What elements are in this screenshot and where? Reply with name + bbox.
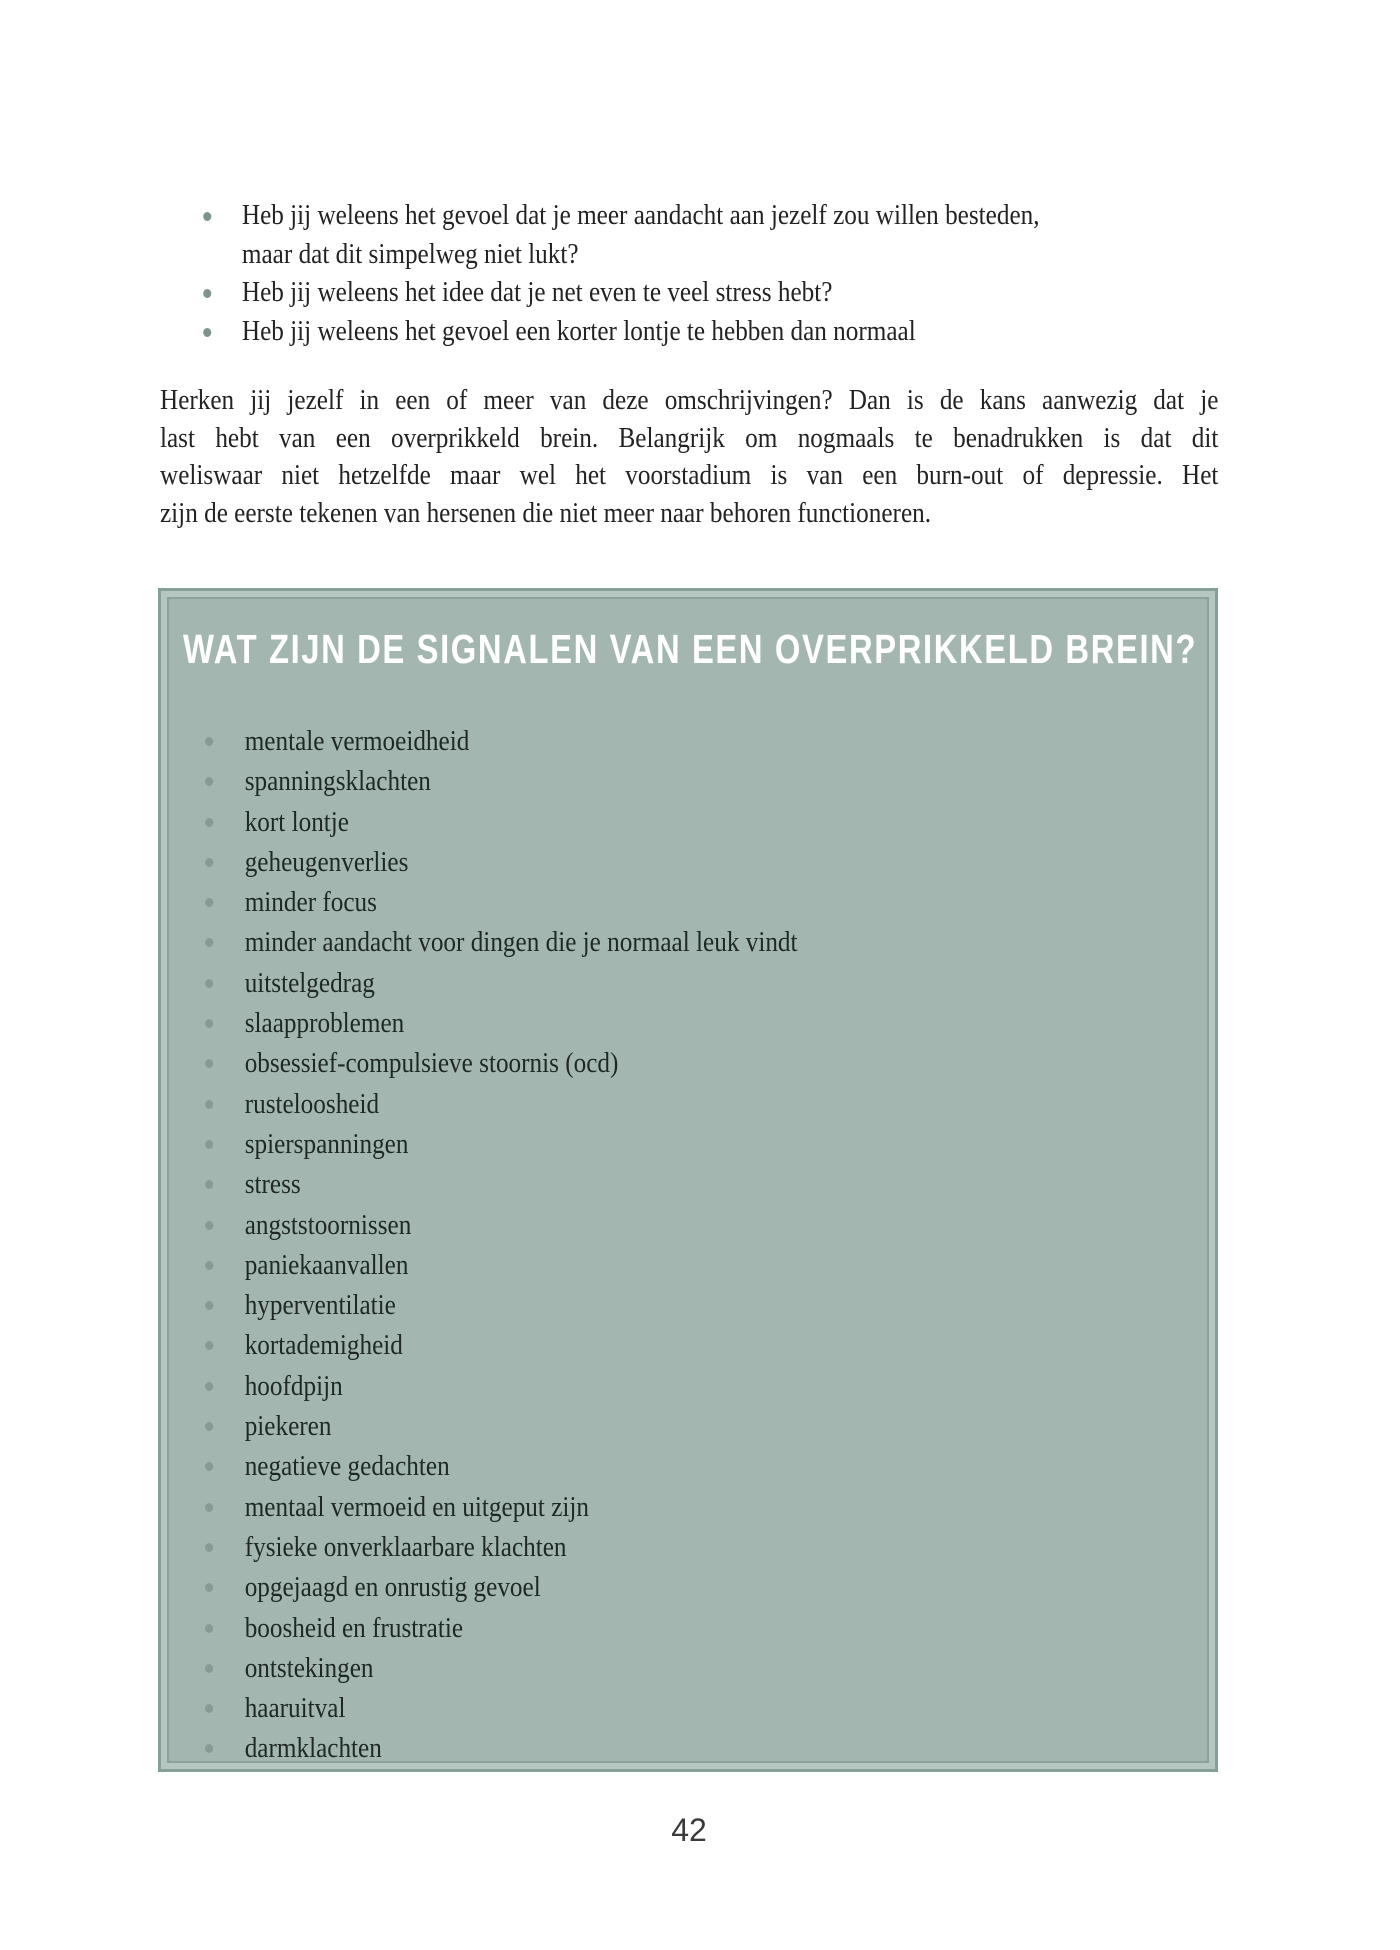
paragraph-line: zijn de eerste tekenen van hersenen die niet meer naar behoren functioneren. <box>160 497 932 529</box>
symptom-label: darmklachten <box>244 1733 382 1765</box>
symptom-label: slaapproblemen <box>244 1008 405 1040</box>
symptom-item <box>161 1326 1219 1366</box>
question-lines <box>242 274 1219 313</box>
symptom-item <box>161 1609 1219 1649</box>
bullet-icon <box>205 1624 213 1633</box>
bullet-icon <box>203 212 211 221</box>
symptom-label: spierspanningen <box>244 1128 409 1160</box>
symptom-item <box>161 1125 1219 1165</box>
symptom-label: piekeren <box>244 1411 332 1443</box>
bullet-icon <box>205 858 213 867</box>
question-item <box>160 197 1218 274</box>
symptom-label: mentaal vermoeid en uitgeput zijn <box>244 1491 589 1523</box>
symptom-label: hyperventilatie <box>244 1290 396 1322</box>
symptom-item <box>161 923 1219 963</box>
symptom-item <box>161 1286 1219 1326</box>
symptom-label: stress <box>244 1169 301 1201</box>
symptom-item <box>161 1004 1219 1044</box>
bullet-icon <box>205 1543 213 1552</box>
intro-paragraph <box>160 382 1218 532</box>
symptom-item <box>161 1689 1219 1729</box>
bullet-icon <box>205 1140 213 1149</box>
question-lines <box>242 313 1219 352</box>
symptom-label: minder aandacht voor dingen die je normaal leuk vindt <box>244 927 798 959</box>
symptoms-list <box>161 722 1219 1770</box>
bullet-icon <box>205 1704 213 1713</box>
signal-box-title: WAT ZIJN DE SIGNALEN VAN EEN OVERPRIKKELD BREIN? <box>183 626 1198 672</box>
symptom-label: fysieke onverklaarbare klachten <box>244 1531 567 1563</box>
symptom-item <box>161 803 1219 843</box>
symptom-item <box>161 1246 1219 1286</box>
paragraph-line: last hebt van een overprikkeld brein. Belangrijk om nogmaals te benadrukken is dat dit <box>160 422 1219 454</box>
symptom-label: rusteloosheid <box>244 1088 380 1120</box>
bullet-icon <box>205 818 213 827</box>
symptom-label: paniekaanvallen <box>244 1249 409 1281</box>
symptom-label: kortademigheid <box>244 1330 403 1362</box>
symptom-label: negatieve gedachten <box>244 1451 450 1483</box>
questions-list <box>160 197 1218 351</box>
bullet-icon <box>205 1059 213 1068</box>
symptom-item <box>161 1488 1219 1528</box>
bullet-icon <box>205 1462 213 1471</box>
question-line: Heb jij weleens het gevoel dat je meer aandacht aan jezelf zou willen besteden, <box>241 200 1040 231</box>
symptom-label: hoofdpijn <box>244 1370 343 1402</box>
signal-box <box>158 588 1218 1772</box>
symptom-label: geheugenverlies <box>244 846 409 878</box>
symptom-item <box>161 1447 1219 1487</box>
bullet-icon <box>205 1100 213 1109</box>
bullet-icon <box>205 1341 213 1350</box>
symptom-item <box>161 1367 1219 1407</box>
bullet-icon <box>205 1019 213 1028</box>
symptom-label: angststoornissen <box>244 1209 412 1241</box>
symptom-item <box>161 1085 1219 1125</box>
question-line: maar dat dit simpelweg niet lukt? <box>241 238 579 270</box>
symptom-label: haaruitval <box>244 1693 346 1725</box>
bullet-icon <box>205 1180 213 1189</box>
question-item <box>160 274 1218 313</box>
symptom-item <box>161 1407 1219 1447</box>
paragraph-line: weliswaar niet hetzelfde maar wel het voorstadium is van een burn-out of depressie. Het <box>160 460 1219 492</box>
bullet-icon <box>205 898 213 907</box>
symptom-item <box>161 1528 1219 1568</box>
bullet-icon <box>205 1422 213 1431</box>
bullet-icon <box>203 289 211 298</box>
paragraph-line: Herken jij jezelf in een of meer van deze omschrijvingen? Dan is de kans aanwezig dat je <box>160 385 1219 416</box>
symptom-label: mentale vermoeidheid <box>244 726 470 757</box>
bullet-icon <box>205 1664 213 1673</box>
symptom-label: obsessief-compulsieve stoornis (ocd) <box>244 1048 619 1080</box>
symptom-label: minder focus <box>244 887 377 919</box>
symptom-item <box>161 722 1219 762</box>
symptom-item <box>161 1729 1219 1769</box>
bullet-icon <box>205 1261 213 1270</box>
question-line: Heb jij weleens het gevoel een korter lontje te hebben dan normaal <box>241 315 916 347</box>
bullet-icon <box>205 979 213 988</box>
question-lines <box>242 197 1219 274</box>
bullet-icon <box>205 1221 213 1230</box>
symptom-label: boosheid en frustratie <box>244 1612 464 1644</box>
symptom-item <box>161 1649 1219 1689</box>
question-item <box>160 313 1218 352</box>
symptom-label: uitstelgedrag <box>244 967 375 999</box>
symptom-item <box>161 843 1219 883</box>
bullet-icon <box>205 1301 213 1310</box>
symptom-label: spanningsklachten <box>244 766 431 798</box>
bullet-icon <box>205 777 213 786</box>
bullet-icon <box>205 737 213 746</box>
symptom-label: kort lontje <box>244 806 349 838</box>
symptom-item <box>161 883 1219 923</box>
bullet-icon <box>203 328 211 337</box>
symptom-item <box>161 1165 1219 1205</box>
symptom-item <box>161 964 1219 1004</box>
bullet-icon <box>205 1583 213 1592</box>
symptom-item <box>161 1568 1219 1608</box>
page-number: 42 <box>671 1812 707 1848</box>
bullet-icon <box>205 938 213 947</box>
symptom-label: opgejaagd en onrustig gevoel <box>244 1572 541 1604</box>
symptom-item <box>161 762 1219 802</box>
symptom-label: ontstekingen <box>244 1652 374 1684</box>
bullet-icon <box>205 1382 213 1391</box>
question-line: Heb jij weleens het idee dat je net even te veel stress hebt? <box>241 277 833 308</box>
bullet-icon <box>205 1744 213 1753</box>
bullet-icon <box>205 1503 213 1512</box>
symptom-item <box>161 1206 1219 1246</box>
symptom-item <box>161 1044 1219 1084</box>
